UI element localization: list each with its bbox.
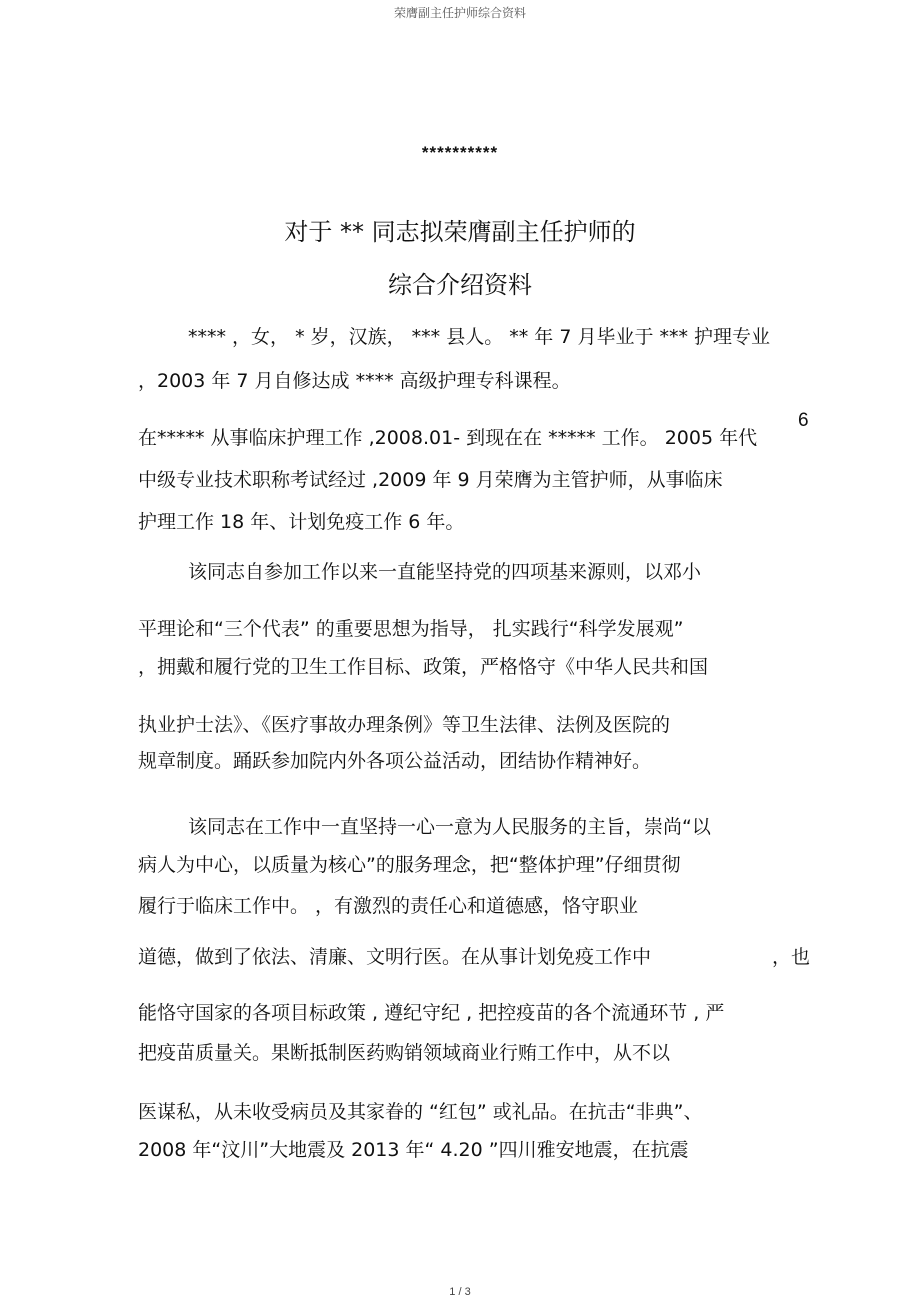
body-line-8: ，拥戴和履行党的卫生工作目标、政策，严格恪守《中华人民共和国: [138, 656, 709, 678]
body-line-7: 平理论和“三个代表” 的重要思想为指导， 扎实践行“科学发展观”: [138, 618, 684, 640]
body-line-2: ，2003 年 7 月自修达成 **** 高级护理专科课程。: [138, 370, 571, 392]
body-line-9: 执业护士法》、《医疗事故办理条例》等卫生法律、法例及医院的: [138, 714, 671, 736]
body-line-6: 该同志自参加工作以来一直能坚持党的四项基来源则，以邓小: [188, 561, 702, 583]
body-line-12: 病人为中心，以质量为核心”的服务理念，把“整体护理”仔细贯彻: [138, 854, 681, 876]
body-line-3: 在***** 从事临床护理工作 ,2008.01- 到现在在 ***** 工作。 2005 年代: [138, 427, 758, 449]
page-number: 1 / 3: [449, 1286, 471, 1298]
body-line-5: 护理工作 18 年、计划免疫工作 6 年。: [138, 511, 465, 533]
margin-number: 6: [798, 410, 809, 431]
body-line-13: 履行于临床工作中。 ，有激烈的责任心和道德感，恪守职业: [138, 895, 639, 917]
body-line-17: 医谋私，从未收受病员及其家眷的 “红包” 或礼品。在抗击“非典”、: [138, 1101, 703, 1123]
document-title-line-1: 对于 ** 同志拟荣膺副主任护师的: [284, 218, 636, 246]
body-line-11: 该同志在工作中一直坚持一心一意为人民服务的主旨，崇尚“以: [188, 816, 711, 838]
body-line-18: 2008 年“汶川”大地震及 2013 年“ 4.20 ”四川雅安地震，在抗震: [138, 1139, 689, 1161]
document-stars-heading: **********: [421, 143, 499, 162]
body-line-14: 道德，做到了依法、清廉、文明行医。在从事计划免疫工作中: [138, 946, 652, 968]
body-line-10: 规章制度。踊跃参加院内外各项公益活动，团结协作精神好。: [138, 750, 652, 772]
body-line-1: **** ，女， * 岁，汉族， *** 县人。 ** 年 7 月毕业于 *** 护理专业: [188, 326, 771, 348]
document-title-line-2: 综合介绍资料: [388, 271, 532, 299]
body-line-4: 中级专业技术职称考试经过 ,2009 年 9 月荣膺为主管护师，从事临床: [138, 469, 723, 491]
body-line-15: 能恪守国家的各项目标政策 , 遵纪守纪 , 把控疫苗的各个流通环节 , 严: [138, 1002, 725, 1024]
body-line-14-tail: ，也: [772, 946, 811, 968]
body-line-16: 把疫苗质量关。果断抵制医药购销领域商业行贿工作中，从不以: [138, 1042, 671, 1064]
page-header: 荣膺副主任护师综合资料: [393, 6, 526, 20]
